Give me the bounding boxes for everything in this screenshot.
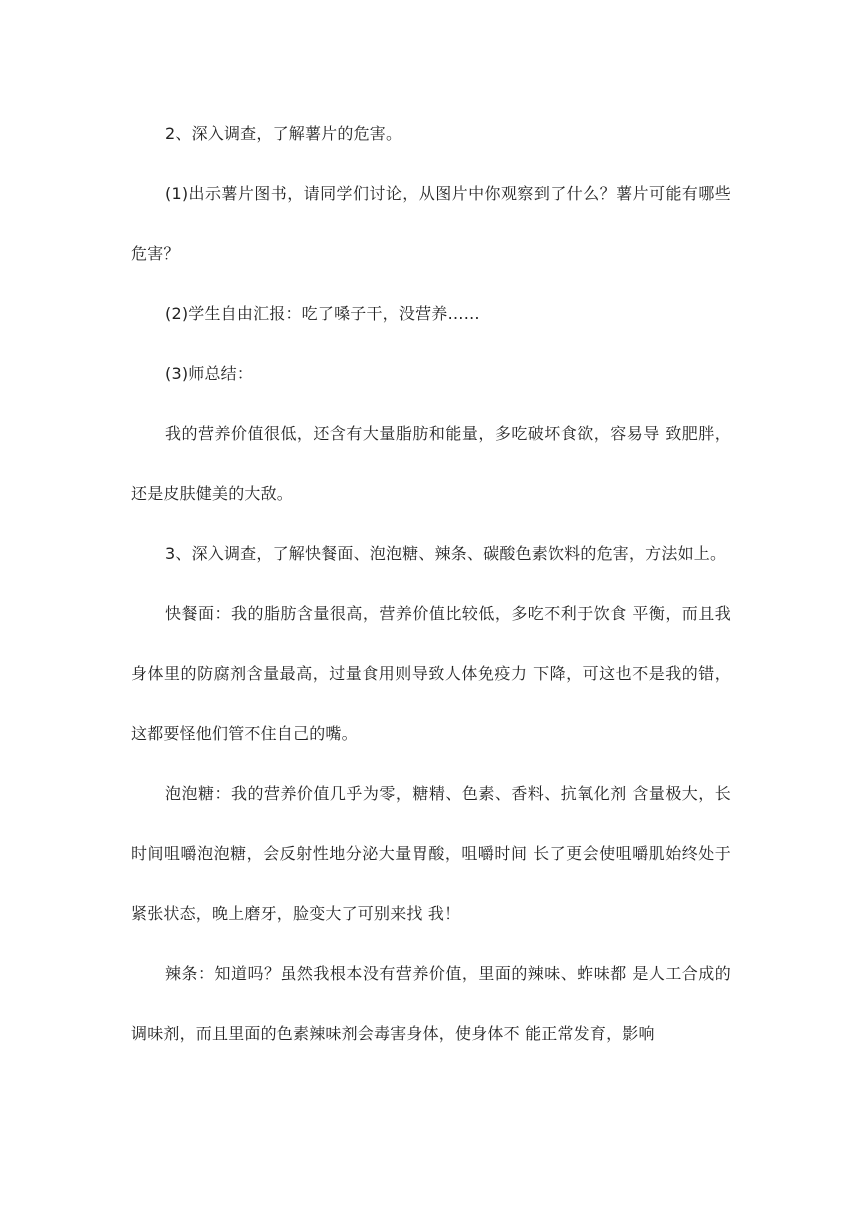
paragraph-chips-summary: 我的营养价值很低，还含有大量脂肪和能量，多吃破坏食欲，容易导 致肥胖，还是皮肤健美的大敌。 <box>131 424 731 503</box>
paragraph-step-2: (2)学生自由汇报：吃了嗓子干，没营养…… <box>165 304 480 323</box>
paragraph-bubble-gum: 泡泡糖：我的营养价值几乎为零，糖精、色素、香料、抗氧化剂 含量极大，长时间咀嚼泡泡糖，会反射性地分泌大量胃酸，咀嚼时间 长了更会使咀嚼肌始终处于紧张状态，晚上磨牙，脸变大了可别来找 我！ <box>131 784 731 923</box>
paragraph-section-3-heading: 3、深入调查，了解快餐面、泡泡糖、辣条、碳酸色素饮料的危害，方法如上。 <box>165 544 727 563</box>
paragraph-step-1: (1)出示薯片图书，请同学们讨论，从图片中你观察到了什么？薯片可能有哪些危害？ <box>131 184 731 263</box>
paragraph-instant-noodles: 快餐面：我的脂肪含量很高，营养价值比较低，多吃不利于饮食 平衡，而且我身体里的防腐剂含量最高，过量食用则导致人体免疫力 下降，可这也不是我的错，这都要怪他们管不住自己的嘴。 <box>131 604 731 743</box>
document-body <box>131 104 731 1064</box>
paragraph-step-3: (3)师总结： <box>165 364 254 383</box>
paragraph-section-2-heading: 2、深入调查，了解薯片的危害。 <box>165 124 403 143</box>
paragraph-spicy-strips: 辣条：知道吗？虽然我根本没有营养价值，里面的辣味、蚱味都 是人工合成的调味剂，而且里面的色素辣味剂会毒害身体，使身体不 能正常发育，影响 <box>131 964 731 1043</box>
